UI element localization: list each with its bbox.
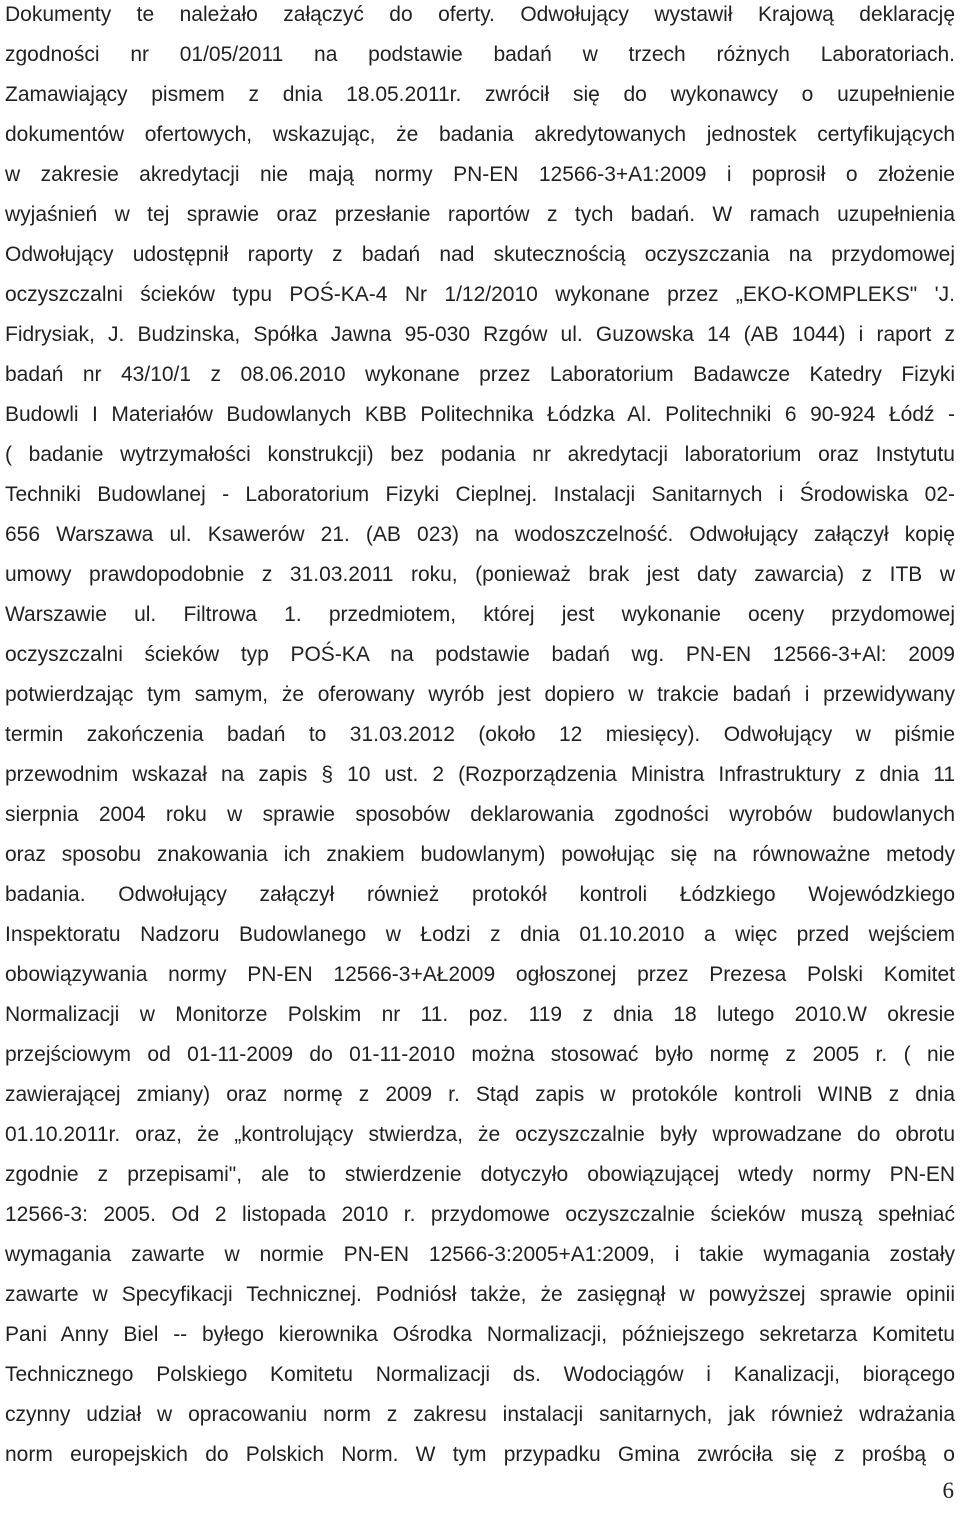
text-line: wyjaśnień w tej sprawie oraz przesłanie raportów z tych badań. W ramach uzupełnienia <box>5 203 955 226</box>
text-line: zawarte w Specyfikacji Technicznej. Podniósł także, że zasięgnął w powyższej sprawie opinii <box>5 1283 955 1306</box>
text-line: oczyszczalni ścieków typ POŚ-KA na podstawie badań wg. PN-EN 12566-3+Al: 2009 <box>5 643 955 666</box>
text-line: 01.10.2011r. oraz, że „kontrolujący stwierdza, że oczyszczalnie były wprowadzane do obrotu <box>5 1123 955 1146</box>
text-line: oczyszczalni ścieków typu POŚ-KA-4 Nr 1/12/2010 wykonane przez „EKO-KOMPLEKS" 'J. <box>5 283 955 306</box>
text-line: wymagania zawarte w normie PN-EN 12566-3:2005+A1:2009, i takie wymagania zostały <box>5 1243 955 1266</box>
text-line: Budowli I Materiałów Budowlanych KBB Politechnika Łódzka Al. Politechniki 6 90-924 Łódź - <box>5 403 955 426</box>
text-line: Odwołujący udostępnił raporty z badań nad skutecznością oczyszczania na przydomowej <box>5 243 955 266</box>
text-line: Warszawie ul. Filtrowa 1. przedmiotem, której jest wykonanie oceny przydomowej <box>5 603 955 626</box>
text-line: norm europejskich do Polskich Norm. W tym przypadku Gmina zwróciła się z prośbą o <box>5 1443 955 1466</box>
text-line: obowiązywania normy PN-EN 12566-3+AŁ2009 ogłoszonej przez Prezesa Polski Komitet <box>5 963 955 986</box>
page-number: 6 <box>942 1478 954 1503</box>
text-line: Inspektoratu Nadzoru Budowlanego w Łodzi z dnia 01.10.2010 a więc przed wejściem <box>5 923 955 946</box>
text-line: ( badanie wytrzymałości konstrukcji) bez podania nr akredytacji laboratorium oraz Instytutu <box>5 443 955 466</box>
text-line: Pani Anny Biel -- byłego kierownika Ośrodka Normalizacji, późniejszego sekretarza Komitetu <box>5 1323 955 1346</box>
text-line: Techniki Budowlanej - Laboratorium Fizyki Cieplnej. Instalacji Sanitarnych i Środowiska 02- <box>5 483 955 506</box>
text-line: Fidrysiak, J. Budzinska, Spółka Jawna 95-030 Rzgów ul. Guzowska 14 (AB 1044) i raport z <box>5 323 955 346</box>
text-line: umowy prawdopodobnie z 31.03.2011 roku, (ponieważ brak jest daty zawarcia) z ITB w <box>5 563 955 586</box>
text-line: zgodnie z przepisami", ale to stwierdzenie dotyczyło obowiązującej wtedy normy PN-EN <box>5 1163 955 1186</box>
text-line: Zamawiający pismem z dnia 18.05.2011r. zwrócił się do wykonawcy o uzupełnienie <box>5 83 955 106</box>
text-line: zgodności nr 01/05/2011 na podstawie badań w trzech różnych Laboratoriach. <box>5 43 955 66</box>
text-line: Technicznego Polskiego Komitetu Normalizacji ds. Wodociągów i Kanalizacji, biorącego <box>5 1363 955 1386</box>
text-line: badania. Odwołujący załączył również protokół kontroli Łódzkiego Wojewódzkiego <box>5 883 955 906</box>
text-line: czynny udział w opracowaniu norm z zakresu instalacji sanitarnych, jak również wdrażania <box>5 1403 955 1426</box>
text-line: badań nr 43/10/1 z 08.06.2010 wykonane przez Laboratorium Badawcze Katedry Fizyki <box>5 363 955 386</box>
text-line: potwierdzając tym samym, że oferowany wyrób jest dopiero w trakcie badań i przewidywany <box>5 683 955 706</box>
text-line: przejściowym od 01-11-2009 do 01-11-2010 można stosować było normę z 2005 r. ( nie <box>5 1043 955 1066</box>
text-line: w zakresie akredytacji nie mają normy PN-EN 12566-3+A1:2009 i poprosił o złożenie <box>5 163 955 186</box>
text-line: dokumentów ofertowych, wskazując, że badania akredytowanych jednostek certyfikujących <box>5 123 955 146</box>
text-line: oraz sposobu znakowania ich znakiem budowlanym) powołując się na równoważne metody <box>5 843 955 866</box>
text-line: Dokumenty te należało załączyć do oferty. Odwołujący wystawił Krajową deklarację <box>5 3 955 26</box>
text-line: Normalizacji w Monitorze Polskim nr 11. poz. 119 z dnia 18 lutego 2010.W okresie <box>5 1003 955 1026</box>
text-line: przewodnim wskazał na zapis § 10 ust. 2 (Rozporządzenia Ministra Infrastruktury z dnia 11 <box>5 763 955 786</box>
text-line: sierpnia 2004 roku w sprawie sposobów deklarowania zgodności wyrobów budowlanych <box>5 803 955 826</box>
text-line: zawierającej zmiany) oraz normę z 2009 r. Stąd zapis w protokóle kontroli WINB z dnia <box>5 1083 955 1106</box>
text-line: termin zakończenia badań to 31.03.2012 (około 12 miesięcy). Odwołujący w piśmie <box>5 723 955 746</box>
text-line: 12566-3: 2005. Od 2 listopada 2010 r. przydomowe oczyszczalnie ścieków muszą spełniać <box>5 1203 955 1226</box>
text-line: 656 Warszawa ul. Ksawerów 21. (AB 023) na wodoszczelność. Odwołujący załączył kopię <box>5 523 955 546</box>
